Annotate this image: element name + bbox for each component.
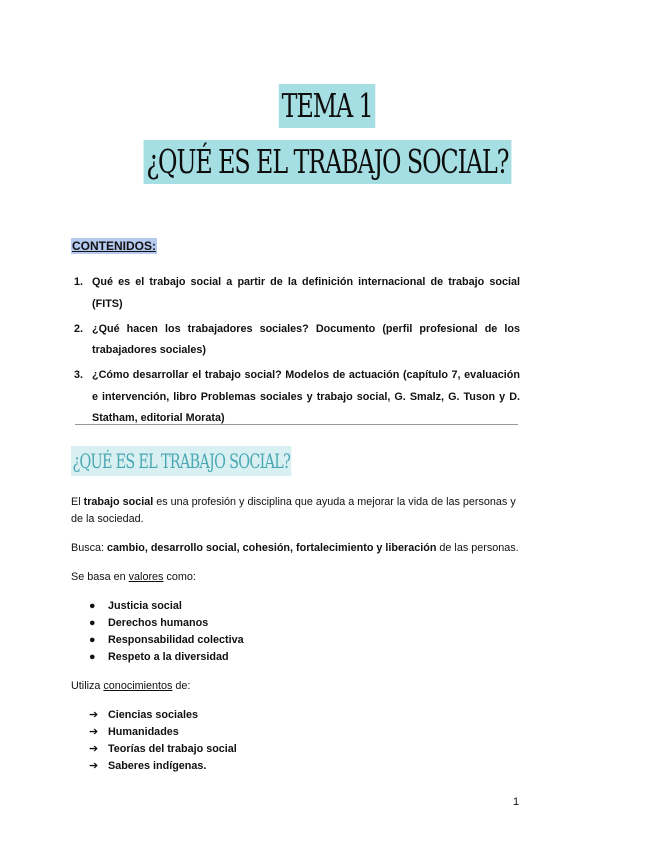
text: es una profesión y disciplina que ayuda a mejorar la vida de las personas y de la sociedad. (71, 496, 516, 525)
arrow-right-icon: ➔ (89, 709, 99, 721)
arrow-right-icon: ➔ (89, 760, 99, 772)
bullet-icon: ● (89, 634, 96, 646)
values-list (71, 598, 244, 666)
arrow-right-icon: ➔ (89, 726, 99, 738)
list-item-text: Humanidades (108, 726, 179, 738)
section-heading: ¿QUÉ ES EL TRABAJO SOCIAL? (71, 446, 292, 476)
text: Se basa en (71, 571, 129, 583)
text: Utiliza (71, 680, 104, 692)
item-text: ¿Qué hacen los trabajadores sociales? Documento (perfil profesional de los trabajadores sociales) (92, 322, 520, 356)
list-item (71, 741, 237, 758)
list-item (71, 707, 237, 724)
paragraph-knowledge (71, 678, 523, 695)
item-number: 1. (74, 276, 84, 288)
arrow-right-icon: ➔ (89, 743, 99, 755)
item-number: 2. (74, 322, 84, 335)
list-item-text: Teorías del trabajo social (108, 743, 237, 755)
text: Busca: (71, 542, 108, 554)
list-item (71, 598, 244, 615)
list-item (71, 724, 237, 741)
knowledge-list (71, 707, 237, 775)
list-item-text: Responsabilidad colectiva (108, 634, 244, 646)
list-item (71, 632, 244, 649)
item-text: ¿Cómo desarrollar el trabajo social? Modelos de actuación (capítulo 7, evaluación e intervención, libro Problemas sociales y trabajo social, G. Smalz, G. Tuson y D. Statham, editorial Morata) (92, 369, 520, 424)
list-item (71, 615, 244, 632)
paragraph-goals (71, 540, 523, 557)
list-item-text: Respeto a la diversidad (108, 651, 229, 663)
list-item-text: Ciencias sociales (108, 709, 199, 721)
contents-item (71, 319, 520, 362)
bullet-icon: ● (89, 651, 96, 663)
title-line-1: TEMA 1 (279, 84, 376, 128)
item-number: 3. (74, 369, 84, 381)
underlined-text: conocimientos (103, 680, 173, 692)
list-item (71, 649, 244, 666)
title-line-2: ¿QUÉ ES EL TRABAJO SOCIAL? (144, 140, 512, 184)
contents-heading: CONTENIDOS: (72, 239, 156, 253)
contents-item (71, 365, 520, 430)
list-item-text: Saberes indígenas. (108, 760, 207, 772)
underlined-text: valores (128, 571, 164, 583)
text: El (71, 496, 84, 508)
text: como: (163, 571, 196, 583)
list-item-text: Justicia social (108, 600, 182, 612)
paragraph-definition (71, 494, 523, 528)
contents-item (71, 272, 520, 315)
text: de las personas. (436, 542, 519, 554)
contents-list (71, 272, 520, 433)
text: de: (172, 680, 191, 692)
bold-text: cambio, desarrollo social, cohesión, fortalecimiento y liberación (107, 542, 437, 554)
horizontal-rule (75, 424, 518, 425)
bullet-icon: ● (89, 600, 96, 612)
bold-text: trabajo social (83, 496, 154, 508)
page-number: 1 (513, 796, 520, 808)
paragraph-values (71, 569, 523, 586)
bullet-icon: ● (89, 617, 96, 629)
list-item (71, 758, 237, 775)
item-text: Qué es el trabajo social a partir de la definición internacional de trabajo social (FITS) (92, 276, 520, 310)
list-item-text: Derechos humanos (108, 617, 209, 629)
